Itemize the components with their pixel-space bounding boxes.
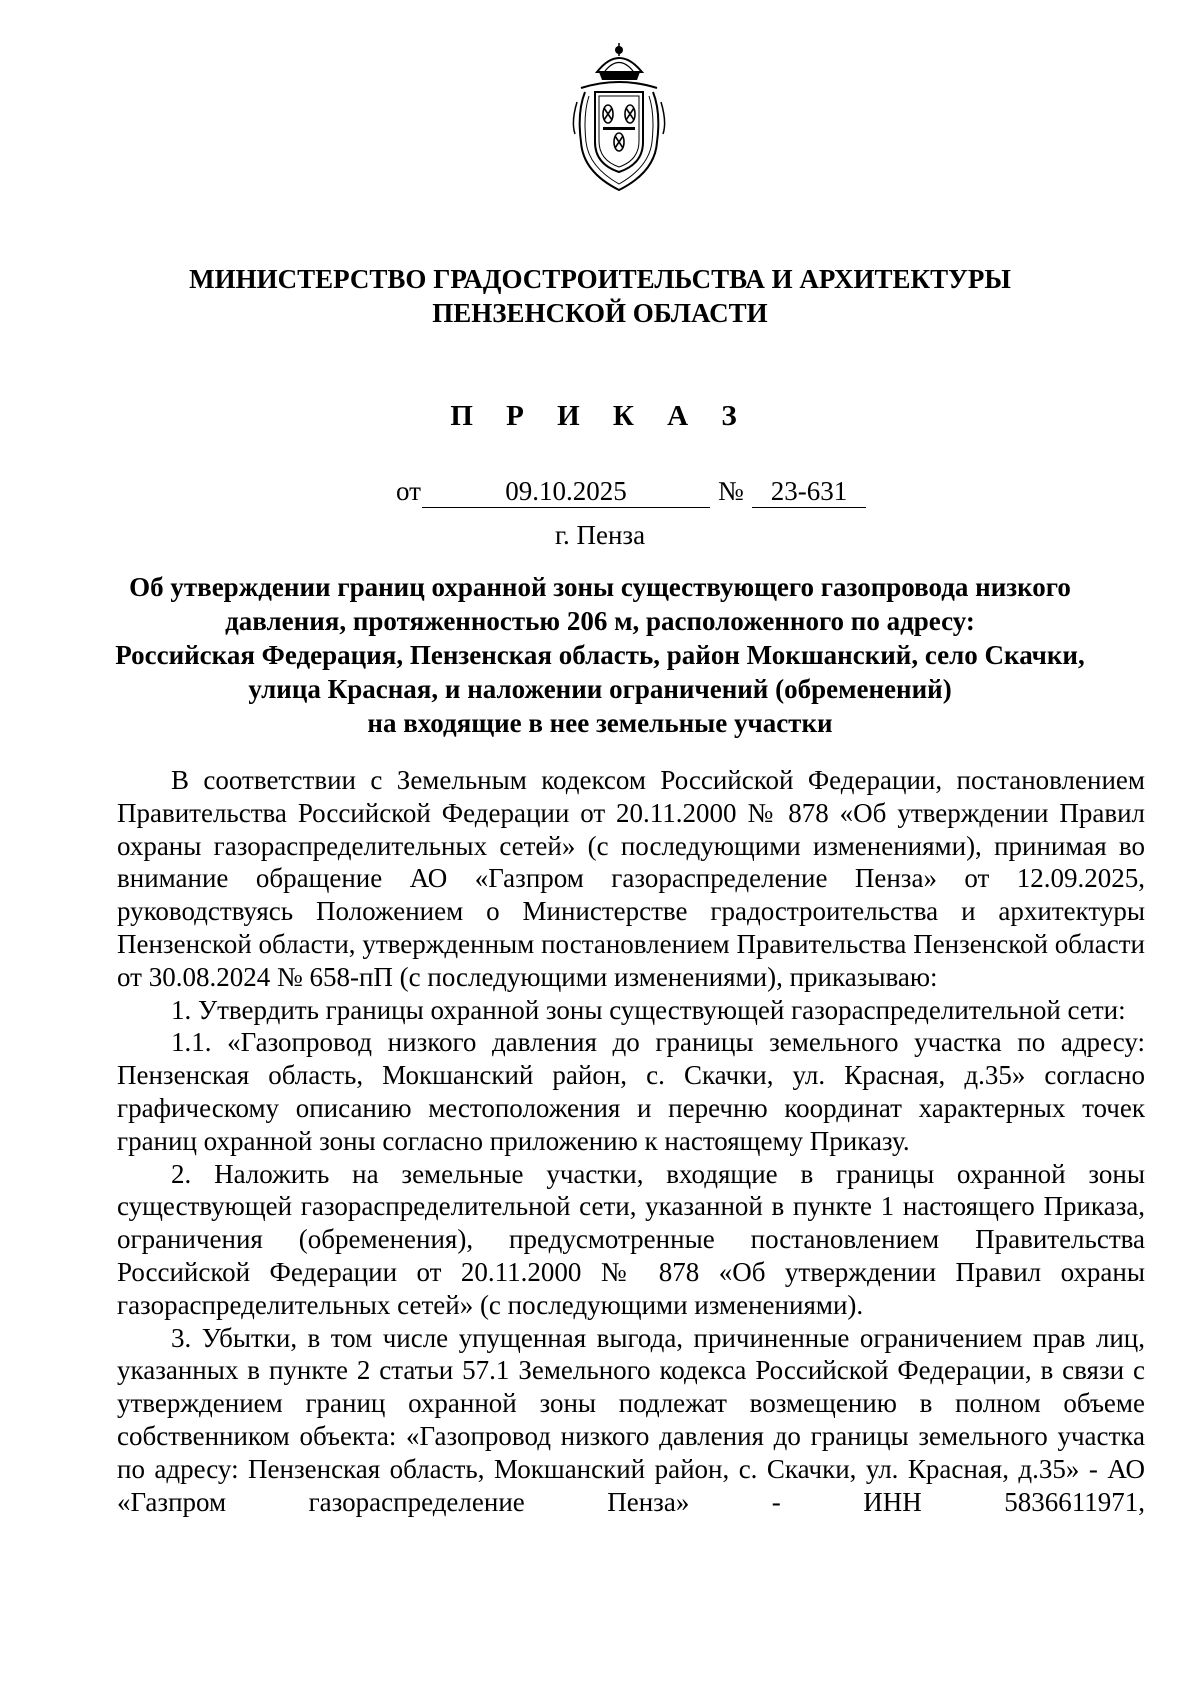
subject-line-2: давления, протяженностью 206 м, расположенного по адресу: bbox=[225, 606, 975, 636]
date-prefix: от bbox=[396, 476, 421, 506]
city-line: г. Пенза bbox=[554, 520, 646, 550]
item-1-paragraph: 1. Утвердить границы охранной зоны существующей газораспределительной сети: bbox=[171, 994, 1126, 1025]
document-date: 09.10.2025 bbox=[422, 476, 710, 508]
ministry-name bbox=[0, 262, 1200, 330]
subject-line-5: на входящие в нее земельные участки bbox=[367, 708, 833, 738]
number-prefix: № bbox=[718, 476, 744, 506]
ministry-line-1: МИНИСТЕРСТВО ГРАДОСТРОИТЕЛЬСТВА И АРХИТЕКТУРЫ bbox=[189, 264, 1011, 294]
document-number: 23-631 bbox=[752, 476, 866, 508]
subject-line-4: улица Красная, и наложении ограничений (обременений) bbox=[248, 674, 952, 704]
item-3-paragraph: 3. Убытки, в том числе упущенная выгода, причиненные ограничением прав лиц, указанных в пункте 2 статьи 57.1 Земельного кодекса Российской Федерации, в связи с утверждением границ охранной зоны подлежат возмещению в полном объеме собственником объекта: «Газопровод низкого давления до границы земельного участка по адресу: Пензенская область, Мокшанский район, с. Скачки, ул. Красная, д.35» - АО «Газпром газораспределение Пенза» - ИНН 5836611971, bbox=[117, 1322, 1145, 1517]
document-type-title: П Р И К А З bbox=[450, 400, 750, 432]
item-1-1-paragraph: 1.1. «Газопровод низкого давления до границы земельного участка по адресу: Пензенская область, Мокшанский район, с. Скачки, ул. Красная, д.35» согласно графическому описанию местоположения и перечню координат характерных точек границ охранной зоны согласно приложению к настоящему Приказу. bbox=[117, 1027, 1145, 1156]
preamble-paragraph: В соответствии с Земельным кодексом Российской Федерации, постановлением Правительства Российской Федерации от 20.11.2000 № 878 «Об утверждении Правил охраны газораспределительных сетей» (с последующими изменениями), принимая во внимание обращение АО «Газпром газораспределение Пенза» от 12.09.2025, руководствуясь Положением о Министерстве градостроительства и архитектуры Пензенской области, утвержденным постановлением Правительства Пензенской области от 30.08.2024 № 658-пП (с последующими изменениями), приказываю: bbox=[117, 765, 1145, 992]
document-subject bbox=[0, 570, 1200, 740]
document-body bbox=[117, 764, 1145, 1518]
subject-line-3: Российская Федерация, Пензенская область, район Мокшанский, село Скачки, bbox=[115, 640, 1085, 670]
date-number-line bbox=[0, 476, 1200, 512]
ministry-line-2: ПЕНЗЕНСКОЙ ОБЛАСТИ bbox=[432, 298, 768, 328]
coat-of-arms-icon bbox=[567, 42, 672, 194]
item-2-paragraph: 2. Наложить на земельные участки, входящие в границы охранной зоны существующей газораспределительной сети, указанной в пункте 1 настоящего Приказа, ограничения (обременения), предусмотренные постановлением Правительства Российской Федерации от 20.11.2000 № 878 «Об утверждении Правил охраны газораспределительных сетей» (с последующими изменениями). bbox=[117, 1158, 1145, 1320]
subject-line-1: Об утверждении границ охранной зоны существующего газопровода низкого bbox=[129, 572, 1071, 602]
